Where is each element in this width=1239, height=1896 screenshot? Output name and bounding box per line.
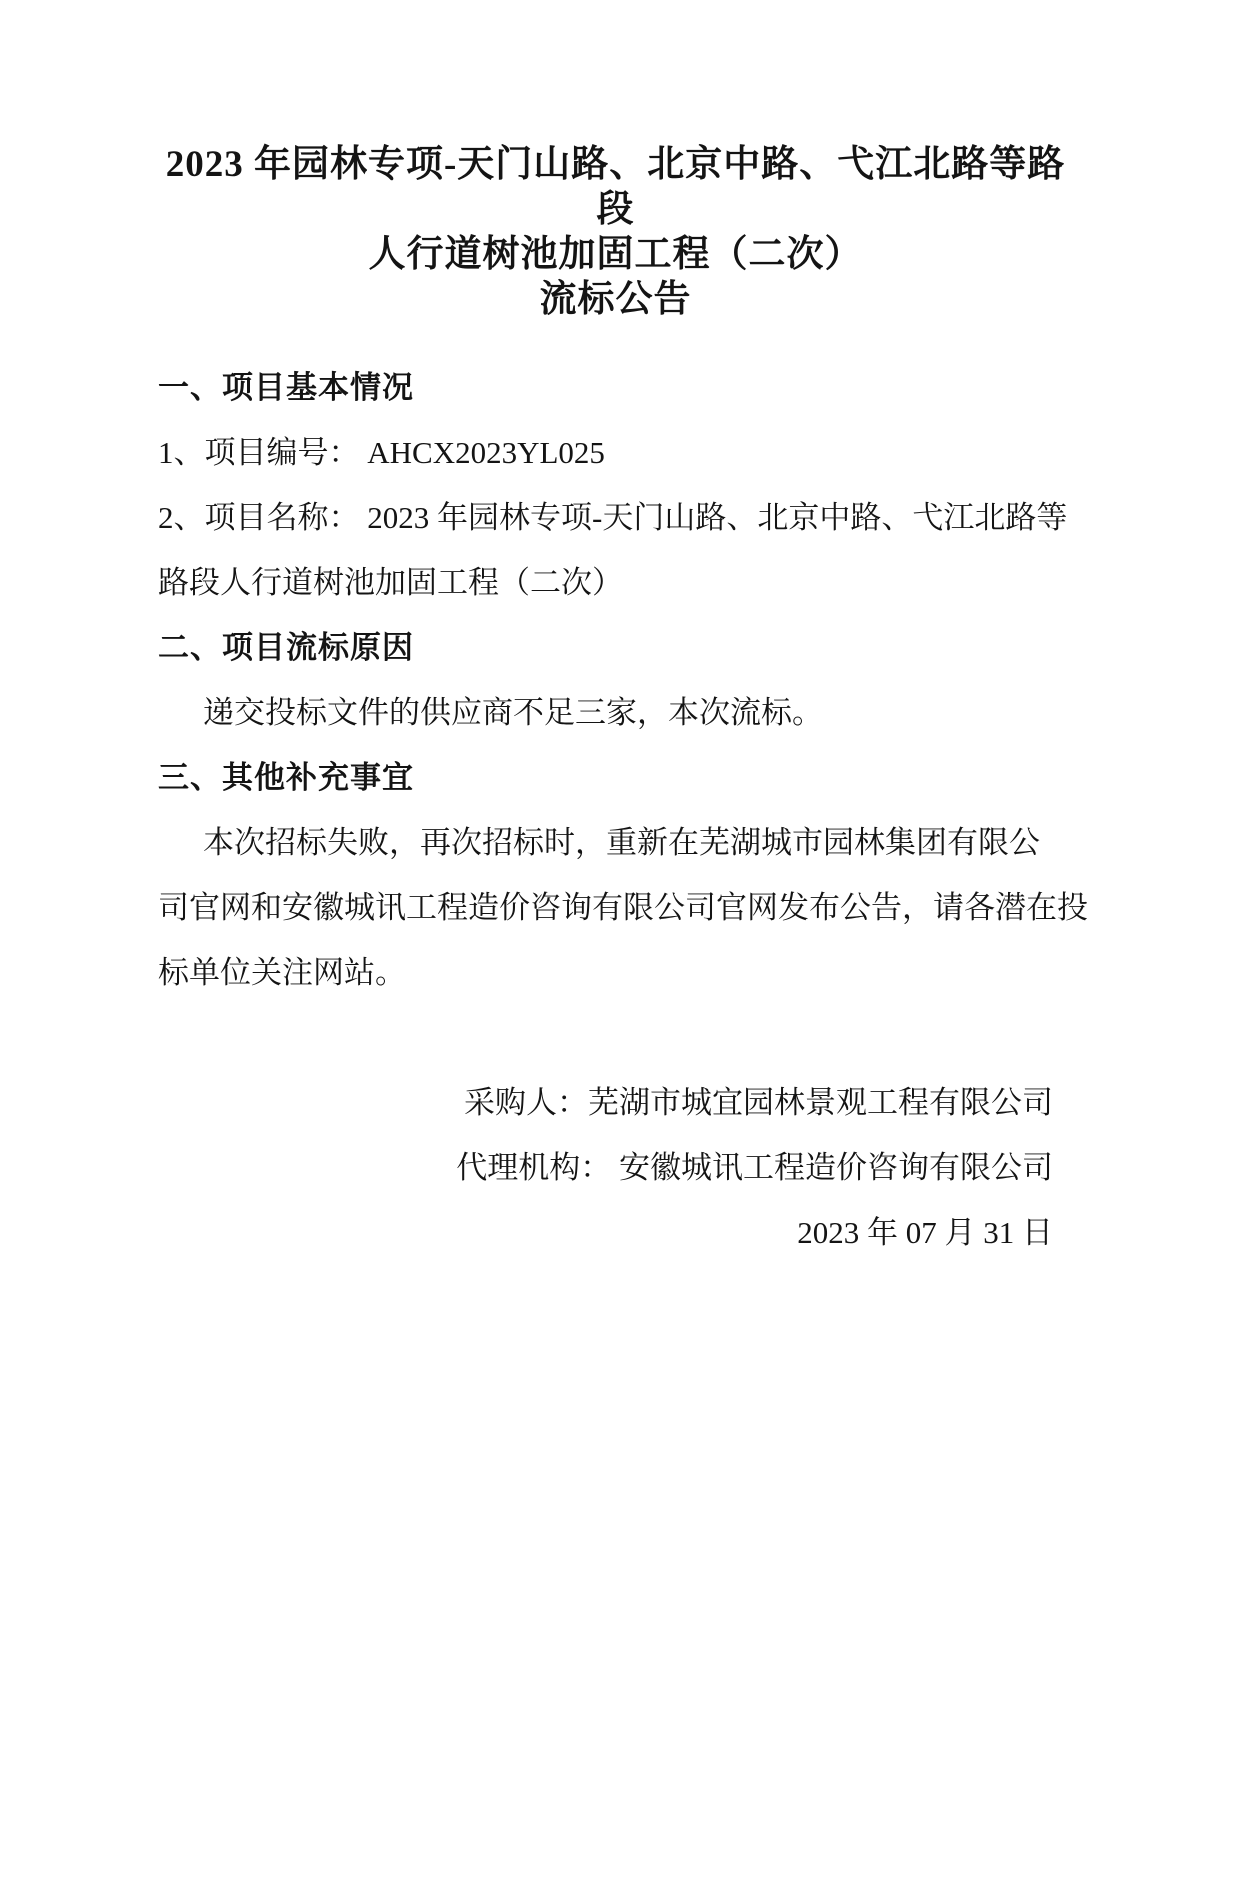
purchaser-line: 采购人：芜湖市城宜园林景观工程有限公司 bbox=[464, 1085, 1053, 1120]
agency-line: 代理机构： 安徽城讯工程造价咨询有限公司 bbox=[456, 1150, 1053, 1185]
title-line-2: 人行道树池加固工程（二次） bbox=[368, 234, 863, 275]
section3-line1: 本次招标失败，再次招标时，重新在芜湖城市园林集团有限公 bbox=[203, 825, 1040, 860]
section2-heading: 二、项目流标原因 bbox=[158, 630, 414, 665]
signature-block bbox=[158, 1070, 1073, 1265]
section1-item-project-name-line1: 2、项目名称： 2023 年园林专项-天门山路、北京中路、弋江北路等 bbox=[158, 500, 1068, 535]
section3-line2: 司官网和安徽城讯工程造价咨询有限公司官网发布公告，请各潜在投 bbox=[158, 890, 1088, 925]
section3-heading: 三、其他补充事宜 bbox=[158, 760, 414, 795]
section3-line3: 标单位关注网站。 bbox=[158, 955, 406, 990]
section1-item-project-name-line2: 路段人行道树池加固工程（二次） bbox=[158, 565, 623, 600]
document-page bbox=[0, 142, 1239, 1896]
section2-body: 递交投标文件的供应商不足三家，本次流标。 bbox=[203, 695, 823, 730]
section1-item-project-number: 1、项目编号： AHCX2023YL025 bbox=[158, 435, 605, 470]
document-title bbox=[158, 142, 1073, 322]
title-line-1: 2023 年园林专项-天门山路、北京中路、弋江北路等路段 bbox=[165, 144, 1066, 230]
document-body bbox=[158, 355, 1088, 1265]
date-line: 2023 年 07 月 31 日 bbox=[797, 1215, 1053, 1250]
title-line-3: 流标公告 bbox=[539, 279, 692, 320]
section1-heading: 一、项目基本情况 bbox=[158, 370, 414, 405]
